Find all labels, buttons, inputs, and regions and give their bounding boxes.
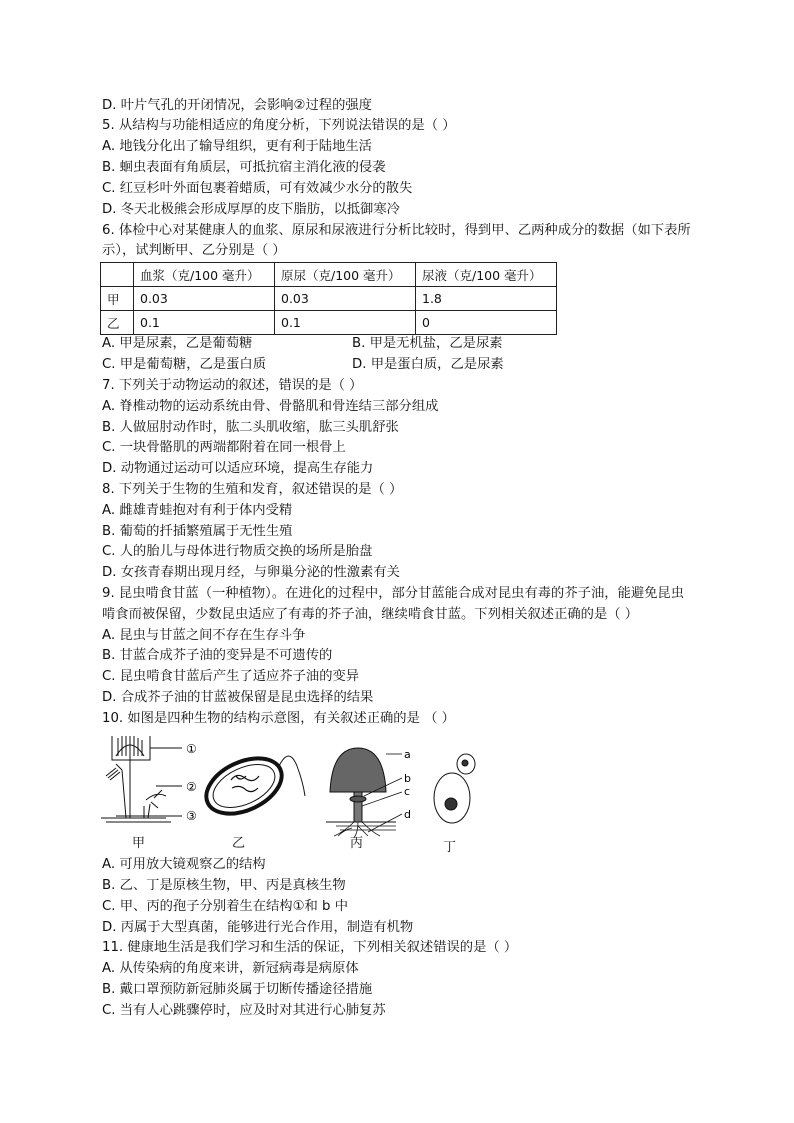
question-10: 10. 如图是四种生物的结构示意图，有关叙述正确的是 （ ） [102,711,455,726]
q11-option-b: B. 戴口罩预防新冠肺炎属于切断传播途径措施 [102,982,373,997]
question-9-line2: 啃食而被保留，少数昆虫适应了有毒的芥子油，继续啃食甘蓝。下列相关叙述正确的是（ ） [102,607,639,622]
question-6-line2: 示），试判断甲、乙分别是（ ） [102,243,286,258]
table-header-cell [101,263,134,287]
q6-option-c: C. 甲是葡萄糖，乙是蛋白质 [102,357,267,372]
q8-option-d: D. 女孩青春期出现月经，与卵巢分泌的性激素有关 [102,565,400,580]
table-row [101,311,557,335]
q7-option-b: B. 人做屈肘动作时，肱二头肌收缩，肱三头肌舒张 [102,420,399,435]
figure-label-jia: 甲 [132,836,146,851]
q5-option-a: A. 地钱分化出了输导组织，更有利于陆地生活 [102,139,372,154]
organism-yi-drawing [198,747,305,824]
q7-option-c: C. 一块骨骼肌的两端都附着在同一根骨上 [102,440,346,455]
q10-option-b: B. 乙、丁是原核生物，甲、丙是真核生物 [102,878,346,893]
q8-option-a: A. 雌雄青蛙抱对有利于体内受精 [102,503,293,518]
q11-option-c: C. 当有人心跳骤停时，应及时对其进行心肺复苏 [102,1003,386,1018]
bing-marker-a: a [404,748,411,761]
q5-option-c: C. 红豆杉叶外面包裹着蜡质，可有效减少水分的散失 [102,181,413,196]
table-cell: 甲 [101,287,134,311]
organism-ding-drawing [434,754,475,823]
q10-option-d: D. 丙属于大型真菌，能够进行光合作用，制造有机物 [102,920,414,935]
question-9-line1: 9. 昆虫啃食甘蓝（一种植物）。在进化的过程中，部分甘蓝能合成对昆虫有毒的芥子油，能避免昆虫 [102,586,685,601]
q6-option-a: A. 甲是尿素，乙是葡萄糖 [102,336,253,351]
table-cell: 乙 [101,311,134,335]
table-row [101,287,557,311]
question-5: 5. 从结构与功能相适应的角度分析，下列说法错误的是（ ） [102,118,456,133]
figure-label-ding: 丁 [443,840,457,855]
q9-option-a: A. 昆虫与甘蓝之间不存在生存斗争 [102,628,306,643]
figure-label-yi: 乙 [232,836,246,851]
table-cell: 0.1 [275,311,416,335]
q9-option-d: D. 合成芥子油的甘蓝被保留是昆虫选择的结果 [102,690,374,705]
table-header-row [101,263,557,287]
q9-option-b: B. 甘蓝合成芥子油的变异是不可遗传的 [102,648,333,663]
urine-data-table [100,262,557,335]
table-cell: 0 [416,311,557,335]
q7-option-a: A. 脊椎动物的运动系统由骨、骨骼肌和骨连结三部分组成 [102,399,439,414]
figure-label-bing: 丙 [350,836,364,851]
table-header-cell: 尿液（克/100 毫升） [416,263,557,287]
q8-option-b: B. 葡萄的扦插繁殖属于无性生殖 [102,524,293,539]
table-cell: 0.1 [134,311,275,335]
jia-marker-3: ③ [186,809,197,823]
question-11: 11. 健康地生活是我们学习和生活的保证，下列相关叙述错误的是（ ） [102,940,518,955]
question-7: 7. 下列关于动物运动的叙述，错误的是（ ） [102,378,363,393]
table-cell: 0.03 [134,287,275,311]
organism-bing-drawing [326,748,402,838]
q4-option-d: D. 叶片气孔的开闭情况，会影响②过程的强度 [102,98,372,113]
q5-option-b: B. 蛔虫表面有角质层，可抵抗宿主消化液的侵袭 [102,160,386,175]
jia-marker-2: ② [186,780,197,794]
table-header-cell: 原尿（克/100 毫升） [275,263,416,287]
organism-jia-drawing [101,736,182,822]
q9-option-c: C. 昆虫啃食甘蓝后产生了适应芥子油的变异 [102,669,360,684]
q5-option-d: D. 冬天北极熊会形成厚厚的皮下脂肪，以抵御寒冷 [102,202,400,217]
question-6-line1: 6. 体检中心对某健康人的血浆、原尿和尿液进行分析比较时，得到甲、乙两种成分的数据（如下表所 [102,223,691,238]
q11-option-a: A. 从传染病的角度来讲，新冠病毒是病原体 [102,961,359,976]
q10-option-c: C. 甲、丙的孢子分别着生在结构①和 b 中 [102,899,349,914]
q6-option-d: D. 甲是蛋白质，乙是尿素 [352,357,504,372]
question-8: 8. 下列关于生物的生殖和发育，叙述错误的是（ ） [102,482,403,497]
q7-option-d: D. 动物通过运动可以适应环境，提高生存能力 [102,461,374,476]
table-cell: 0.03 [275,287,416,311]
bing-marker-c: c [404,785,411,798]
q6-option-b: B. 甲是无机盐，乙是尿素 [352,336,503,351]
q10-option-a: A. 可用放大镜观察乙的结构 [102,857,266,872]
jia-marker-1: ① [186,742,197,756]
bing-marker-d: d [404,808,411,821]
table-cell: 1.8 [416,287,557,311]
q8-option-c: C. 人的胎儿与母体进行物质交换的场所是胎盘 [102,544,373,559]
bing-marker-b: b [404,772,411,785]
table-header-cell: 血浆（克/100 毫升） [134,263,275,287]
